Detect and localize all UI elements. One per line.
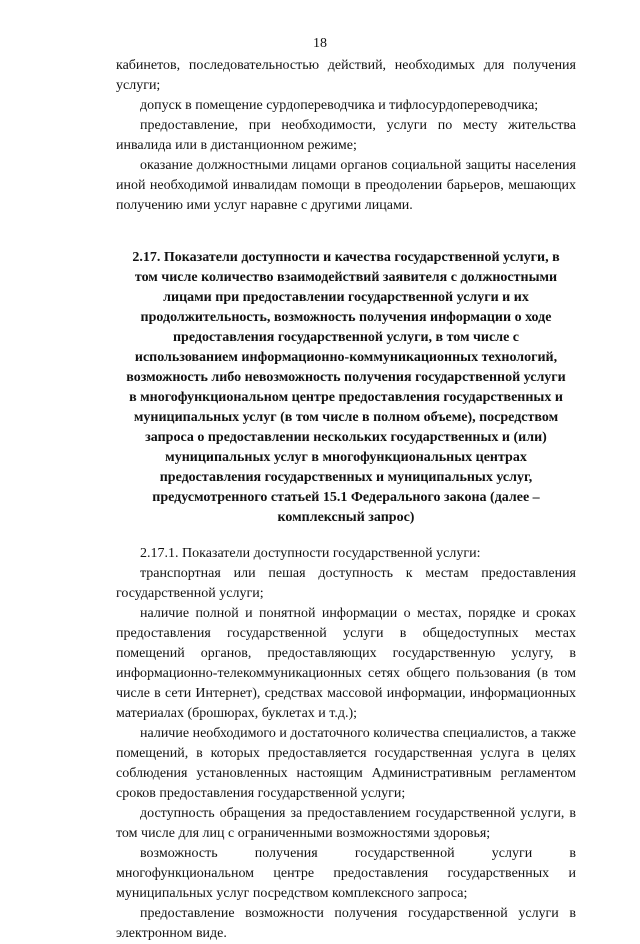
page-number: 18 — [313, 36, 327, 51]
paragraph: предоставление возможности получения государственной услуги в электронном виде. — [116, 906, 576, 941]
paragraph: транспортная или пешая доступность к местам предоставления государственной услуги; — [116, 566, 576, 601]
paragraph-continuation: кабинетов, последовательностью действий, необходимых для получения услуги; — [116, 58, 576, 93]
document-body — [116, 56, 576, 944]
paragraph: оказание должностными лицами органов социальной защиты населения иной необходимой инвалидам помощи в преодолении барьеров, мешающих получению ими услуг наравне с другими лицами. — [116, 158, 576, 213]
paragraph: 2.17.1. Показатели доступности государственной услуги: — [140, 546, 481, 561]
paragraph: наличие полной и понятной информации о местах, порядке и сроках предоставления государственной услуги в общедоступных местах помещений органов, предоставляющих государственную услугу, в информационно-телекоммуникационных сетях общего пользования (в том числе в сети Интернет), средствах массовой информации, информационных материалах (брошюрах, буклетах и т.д.); — [116, 606, 576, 721]
paragraph: возможность получения государственной услуги в многофункциональном центре предоставления государственных и муниципальных услуг посредством комплексного запроса; — [116, 846, 576, 901]
paragraph: доступность обращения за предоставлением государственной услуги, в том числе для лиц с ограниченными возможностями здоровья; — [116, 806, 576, 841]
section-heading: 2.17. Показатели доступности и качества государственной услуги, в том числе количество взаимодействий заявителя с должностными лицами при предоставлении государственной услуги и их продолжительность, возможность получения информации о ходе предоставления государственной услуги, в том числе с использованием информационно-коммуникационных технологий, возможность либо невозможность получения государственной услуги в многофункциональном центре предоставления государственных и муниципальных услуг (в том числе в полном объеме), посредством запроса о предоставлении нескольких государственных и (или) муниципальных услуг в многофункциональных центрах предоставления государственных и муниципальных услуг, предусмотренного статьей 15.1 Федерального закона (далее – комплексный запрос) — [126, 250, 566, 525]
paragraph: допуск в помещение сурдопереводчика и тифлосурдопереводчика; — [140, 98, 539, 113]
paragraph: предоставление, при необходимости, услуги по месту жительства инвалида или в дистанционном режиме; — [116, 118, 576, 153]
paragraph: наличие необходимого и достаточного количества специалистов, а также помещений, в которых предоставляется государственная услуга в целях соблюдения установленных настоящим Административным регламентом сроков предоставления государственной услуги; — [116, 726, 576, 801]
